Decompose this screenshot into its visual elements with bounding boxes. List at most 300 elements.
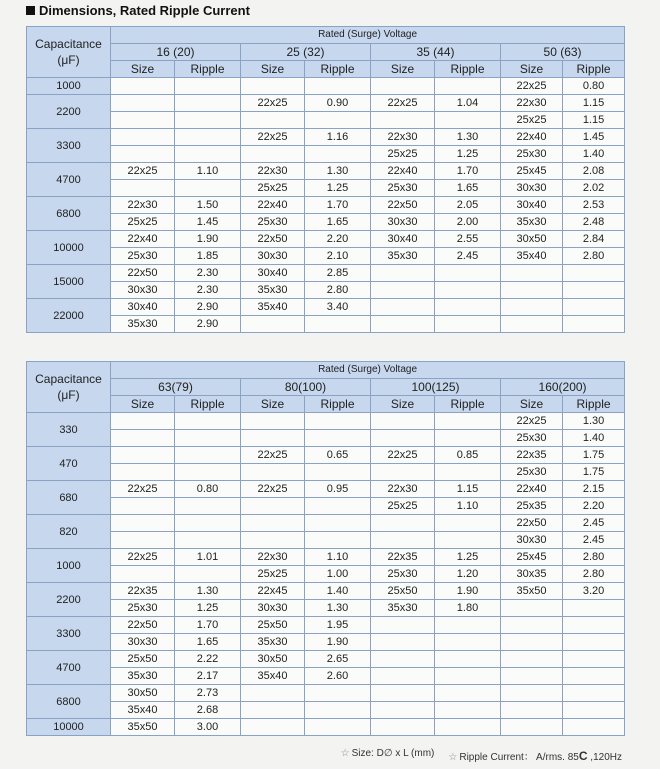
ripple-cell bbox=[563, 299, 625, 316]
ripple-cell bbox=[435, 532, 501, 549]
ripple-cell bbox=[435, 668, 501, 685]
size-cell bbox=[241, 532, 305, 549]
size-note bbox=[341, 748, 435, 763]
ripple-cell bbox=[305, 515, 371, 532]
size-cell: 30x30 bbox=[241, 248, 305, 265]
table-row bbox=[27, 231, 625, 248]
size-cell: 30x50 bbox=[501, 231, 563, 248]
table-row bbox=[27, 129, 625, 146]
ripple-cell: 0.80 bbox=[563, 78, 625, 95]
size-header: Size bbox=[241, 61, 305, 78]
size-cell: 30x50 bbox=[111, 685, 175, 702]
ripple-header: Ripple bbox=[175, 61, 241, 78]
size-cell bbox=[371, 299, 435, 316]
size-cell: 25x30 bbox=[501, 430, 563, 447]
size-cell: 25x30 bbox=[371, 180, 435, 197]
capacitance-header bbox=[27, 362, 111, 413]
size-cell: 22x30 bbox=[501, 95, 563, 112]
size-cell bbox=[111, 566, 175, 583]
capacitance-label: Capacitance bbox=[35, 372, 102, 386]
ripple-cell bbox=[435, 265, 501, 282]
ripple-cell bbox=[175, 78, 241, 95]
size-cell: 22x40 bbox=[501, 129, 563, 146]
size-cell: 35x30 bbox=[371, 248, 435, 265]
ripple-cell: 1.15 bbox=[435, 481, 501, 498]
spec-table-low-voltage bbox=[26, 26, 625, 333]
ripple-cell: 1.10 bbox=[175, 163, 241, 180]
ripple-cell: 1.30 bbox=[435, 129, 501, 146]
ripple-cell bbox=[435, 299, 501, 316]
ripple-cell: 1.15 bbox=[563, 112, 625, 129]
capacitance-cell: 10000 bbox=[27, 231, 111, 265]
size-header: Size bbox=[501, 396, 563, 413]
size-cell bbox=[501, 702, 563, 719]
capacitance-cell: 22000 bbox=[27, 299, 111, 333]
size-cell bbox=[501, 668, 563, 685]
ripple-header: Ripple bbox=[305, 396, 371, 413]
size-cell: 22x40 bbox=[501, 481, 563, 498]
size-cell: 30x30 bbox=[371, 214, 435, 231]
size-cell: 22x25 bbox=[241, 447, 305, 464]
ripple-cell: 1.50 bbox=[175, 197, 241, 214]
ripple-cell bbox=[435, 617, 501, 634]
footnote bbox=[341, 748, 622, 763]
size-cell bbox=[111, 447, 175, 464]
ripple-cell bbox=[435, 316, 501, 333]
ripple-cell: 2.08 bbox=[563, 163, 625, 180]
size-cell bbox=[111, 112, 175, 129]
ripple-cell bbox=[435, 685, 501, 702]
ripple-cell: 1.10 bbox=[305, 549, 371, 566]
size-cell bbox=[241, 498, 305, 515]
ripple-cell bbox=[175, 146, 241, 163]
size-cell: 35x30 bbox=[241, 634, 305, 651]
size-cell: 22x50 bbox=[111, 617, 175, 634]
ripple-cell: 1.90 bbox=[305, 634, 371, 651]
table-row bbox=[27, 265, 625, 282]
size-cell bbox=[241, 719, 305, 736]
size-cell bbox=[111, 78, 175, 95]
size-cell: 22x35 bbox=[501, 447, 563, 464]
size-cell: 25x25 bbox=[371, 498, 435, 515]
size-header: Size bbox=[241, 396, 305, 413]
table-row bbox=[27, 532, 625, 549]
table-row bbox=[27, 163, 625, 180]
size-cell: 35x30 bbox=[371, 600, 435, 617]
ripple-cell bbox=[305, 146, 371, 163]
size-cell: 25x25 bbox=[371, 146, 435, 163]
ripple-cell bbox=[305, 78, 371, 95]
capacitance-unit: (μF) bbox=[57, 53, 80, 67]
ripple-cell bbox=[435, 702, 501, 719]
size-cell bbox=[501, 719, 563, 736]
ripple-cell bbox=[305, 498, 371, 515]
page-title bbox=[26, 2, 250, 18]
size-cell bbox=[501, 634, 563, 651]
size-cell: 25x30 bbox=[111, 248, 175, 265]
size-cell bbox=[501, 685, 563, 702]
voltage-header: 63(79) bbox=[111, 379, 241, 396]
ripple-cell: 1.65 bbox=[175, 634, 241, 651]
size-cell: 22x25 bbox=[371, 95, 435, 112]
size-cell: 25x30 bbox=[241, 214, 305, 231]
size-cell bbox=[111, 129, 175, 146]
size-cell: 22x25 bbox=[111, 481, 175, 498]
table-row bbox=[27, 430, 625, 447]
ripple-cell: 1.40 bbox=[305, 583, 371, 600]
ripple-cell: 1.16 bbox=[305, 129, 371, 146]
size-cell bbox=[241, 316, 305, 333]
ripple-cell bbox=[175, 515, 241, 532]
size-cell: 35x30 bbox=[501, 214, 563, 231]
ripple-cell bbox=[175, 180, 241, 197]
size-cell bbox=[241, 464, 305, 481]
ripple-cell: 1.45 bbox=[563, 129, 625, 146]
ripple-cell: 1.65 bbox=[305, 214, 371, 231]
ripple-cell bbox=[563, 685, 625, 702]
ripple-cell bbox=[435, 464, 501, 481]
ripple-cell: 2.90 bbox=[175, 299, 241, 316]
ripple-cell: 1.70 bbox=[435, 163, 501, 180]
size-cell: 30x40 bbox=[371, 231, 435, 248]
table-row bbox=[27, 685, 625, 702]
size-cell bbox=[501, 600, 563, 617]
ripple-cell: 1.01 bbox=[175, 549, 241, 566]
table-row bbox=[27, 146, 625, 163]
ripple-cell bbox=[305, 702, 371, 719]
ripple-cell bbox=[175, 447, 241, 464]
table-row bbox=[27, 719, 625, 736]
ripple-cell: 2.48 bbox=[563, 214, 625, 231]
ripple-cell: 2.20 bbox=[563, 498, 625, 515]
size-cell bbox=[241, 112, 305, 129]
ripple-cell bbox=[435, 515, 501, 532]
ripple-note bbox=[448, 748, 622, 763]
size-cell: 22x30 bbox=[371, 129, 435, 146]
table-row bbox=[27, 634, 625, 651]
ripple-cell bbox=[435, 430, 501, 447]
voltage-header: 100(125) bbox=[371, 379, 501, 396]
ripple-cell: 3.20 bbox=[563, 583, 625, 600]
size-cell bbox=[371, 634, 435, 651]
size-cell bbox=[501, 282, 563, 299]
size-cell bbox=[371, 282, 435, 299]
size-cell: 22x45 bbox=[241, 583, 305, 600]
size-cell: 22x25 bbox=[371, 447, 435, 464]
voltage-header: 25 (32) bbox=[241, 44, 371, 61]
ripple-cell: 2.45 bbox=[563, 515, 625, 532]
table-row bbox=[27, 583, 625, 600]
ripple-header: Ripple bbox=[563, 61, 625, 78]
size-cell bbox=[371, 464, 435, 481]
size-cell: 22x50 bbox=[241, 231, 305, 248]
ripple-cell bbox=[305, 112, 371, 129]
size-note-text: Size: D∅ x L (mm) bbox=[351, 748, 435, 759]
size-cell: 22x50 bbox=[371, 197, 435, 214]
capacitance-cell: 680 bbox=[27, 481, 111, 515]
ripple-cell: 1.90 bbox=[175, 231, 241, 248]
ripple-cell bbox=[563, 702, 625, 719]
size-cell: 22x50 bbox=[501, 515, 563, 532]
table-row bbox=[27, 447, 625, 464]
size-cell: 35x30 bbox=[241, 282, 305, 299]
ripple-cell: 1.85 bbox=[175, 248, 241, 265]
size-cell bbox=[111, 498, 175, 515]
size-header: Size bbox=[371, 61, 435, 78]
ripple-cell: 2.45 bbox=[563, 532, 625, 549]
ripple-cell bbox=[175, 430, 241, 447]
ripple-cell: 2.22 bbox=[175, 651, 241, 668]
ripple-cell: 1.30 bbox=[305, 163, 371, 180]
table-row bbox=[27, 248, 625, 265]
star-icon: ☆ bbox=[340, 748, 350, 759]
size-cell: 30x40 bbox=[501, 197, 563, 214]
size-cell: 25x35 bbox=[501, 498, 563, 515]
size-cell: 30x30 bbox=[111, 282, 175, 299]
size-cell: 22x40 bbox=[371, 163, 435, 180]
size-cell: 35x40 bbox=[241, 299, 305, 316]
table-row bbox=[27, 78, 625, 95]
ripple-cell: 1.95 bbox=[305, 617, 371, 634]
size-cell: 25x25 bbox=[111, 214, 175, 231]
voltage-header: 50 (63) bbox=[501, 44, 625, 61]
ripple-cell bbox=[435, 719, 501, 736]
ripple-cell: 2.80 bbox=[563, 549, 625, 566]
ripple-note-unit: C bbox=[578, 749, 588, 763]
ripple-cell: 1.75 bbox=[563, 447, 625, 464]
capacitance-cell: 6800 bbox=[27, 197, 111, 231]
capacitance-cell: 4700 bbox=[27, 163, 111, 197]
table-row bbox=[27, 481, 625, 498]
ripple-cell bbox=[563, 719, 625, 736]
ripple-cell: 1.90 bbox=[435, 583, 501, 600]
size-cell bbox=[371, 112, 435, 129]
size-cell bbox=[371, 617, 435, 634]
table-row bbox=[27, 299, 625, 316]
ripple-cell bbox=[175, 566, 241, 583]
size-cell: 25x45 bbox=[501, 163, 563, 180]
capacitance-unit: (μF) bbox=[57, 388, 80, 402]
size-cell: 30x30 bbox=[501, 532, 563, 549]
size-header: Size bbox=[111, 396, 175, 413]
ripple-cell bbox=[305, 532, 371, 549]
table-row bbox=[27, 214, 625, 231]
size-cell: 35x40 bbox=[501, 248, 563, 265]
ripple-cell: 2.53 bbox=[563, 197, 625, 214]
ripple-cell bbox=[175, 464, 241, 481]
size-cell bbox=[371, 430, 435, 447]
ripple-cell: 2.80 bbox=[563, 566, 625, 583]
ripple-cell bbox=[175, 112, 241, 129]
capacitance-cell: 1000 bbox=[27, 549, 111, 583]
ripple-cell: 1.10 bbox=[435, 498, 501, 515]
capacitance-cell: 820 bbox=[27, 515, 111, 549]
ripple-cell: 0.90 bbox=[305, 95, 371, 112]
size-cell: 22x35 bbox=[371, 549, 435, 566]
ripple-cell: 2.65 bbox=[305, 651, 371, 668]
size-cell: 22x25 bbox=[501, 413, 563, 430]
size-header: Size bbox=[111, 61, 175, 78]
table-row bbox=[27, 566, 625, 583]
size-cell: 25x50 bbox=[241, 617, 305, 634]
capacitance-header bbox=[27, 27, 111, 78]
ripple-cell: 1.40 bbox=[563, 146, 625, 163]
ripple-cell: 2.30 bbox=[175, 265, 241, 282]
size-cell: 35x30 bbox=[111, 668, 175, 685]
size-cell: 22x30 bbox=[241, 549, 305, 566]
ripple-cell: 2.15 bbox=[563, 481, 625, 498]
capacitance-cell: 2200 bbox=[27, 95, 111, 129]
ripple-cell: 2.73 bbox=[175, 685, 241, 702]
ripple-cell: 1.00 bbox=[305, 566, 371, 583]
ripple-cell: 1.65 bbox=[435, 180, 501, 197]
ripple-cell: 2.17 bbox=[175, 668, 241, 685]
size-cell: 22x25 bbox=[241, 95, 305, 112]
table-row bbox=[27, 668, 625, 685]
rated-voltage-header: Rated (Surge) Voltage bbox=[111, 362, 625, 379]
size-cell: 22x25 bbox=[111, 163, 175, 180]
voltage-header: 35 (44) bbox=[371, 44, 501, 61]
ripple-cell: 2.05 bbox=[435, 197, 501, 214]
ripple-cell bbox=[175, 129, 241, 146]
capacitance-cell: 470 bbox=[27, 447, 111, 481]
size-cell bbox=[111, 95, 175, 112]
size-cell bbox=[501, 316, 563, 333]
table-row bbox=[27, 112, 625, 129]
rated-voltage-header: Rated (Surge) Voltage bbox=[111, 27, 625, 44]
table-row bbox=[27, 282, 625, 299]
ripple-cell bbox=[175, 532, 241, 549]
ripple-cell: 2.90 bbox=[175, 316, 241, 333]
table-row bbox=[27, 316, 625, 333]
size-cell: 30x40 bbox=[241, 265, 305, 282]
ripple-cell: 0.85 bbox=[435, 447, 501, 464]
size-cell bbox=[241, 78, 305, 95]
size-cell: 22x25 bbox=[111, 549, 175, 566]
size-cell bbox=[371, 413, 435, 430]
size-cell: 25x30 bbox=[501, 464, 563, 481]
size-cell bbox=[111, 413, 175, 430]
size-cell bbox=[501, 617, 563, 634]
table-row bbox=[27, 95, 625, 112]
ripple-cell: 1.30 bbox=[175, 583, 241, 600]
ripple-cell: 1.30 bbox=[305, 600, 371, 617]
voltage-header: 80(100) bbox=[241, 379, 371, 396]
size-cell: 22x40 bbox=[241, 197, 305, 214]
ripple-cell: 1.40 bbox=[563, 430, 625, 447]
size-cell: 30x30 bbox=[501, 180, 563, 197]
ripple-cell bbox=[435, 282, 501, 299]
size-cell bbox=[111, 430, 175, 447]
table-row bbox=[27, 413, 625, 430]
table-row bbox=[27, 617, 625, 634]
voltage-header: 16 (20) bbox=[111, 44, 241, 61]
ripple-cell bbox=[563, 668, 625, 685]
table-row bbox=[27, 702, 625, 719]
ripple-header: Ripple bbox=[305, 61, 371, 78]
size-cell: 25x25 bbox=[241, 566, 305, 583]
size-cell bbox=[371, 719, 435, 736]
size-cell: 22x30 bbox=[371, 481, 435, 498]
size-cell: 30x50 bbox=[241, 651, 305, 668]
capacitance-label: Capacitance bbox=[35, 37, 102, 51]
ripple-cell: 2.55 bbox=[435, 231, 501, 248]
ripple-cell: 2.80 bbox=[563, 248, 625, 265]
size-cell: 22x30 bbox=[241, 163, 305, 180]
capacitance-cell: 2200 bbox=[27, 583, 111, 617]
ripple-cell: 2.20 bbox=[305, 231, 371, 248]
ripple-note-text: Ripple Current： A/rms. 85 bbox=[459, 752, 579, 763]
size-cell bbox=[111, 180, 175, 197]
size-cell: 35x40 bbox=[111, 702, 175, 719]
size-cell bbox=[241, 413, 305, 430]
ripple-cell: 1.45 bbox=[175, 214, 241, 231]
size-cell: 25x25 bbox=[241, 180, 305, 197]
size-cell bbox=[371, 685, 435, 702]
ripple-note-freq: ,120Hz bbox=[587, 752, 622, 763]
size-cell: 25x50 bbox=[111, 651, 175, 668]
ripple-cell: 0.65 bbox=[305, 447, 371, 464]
ripple-cell bbox=[435, 78, 501, 95]
size-cell: 35x50 bbox=[501, 583, 563, 600]
ripple-cell: 3.40 bbox=[305, 299, 371, 316]
size-cell: 22x25 bbox=[501, 78, 563, 95]
ripple-cell: 2.30 bbox=[175, 282, 241, 299]
ripple-cell: 0.95 bbox=[305, 481, 371, 498]
ripple-cell bbox=[563, 600, 625, 617]
size-cell bbox=[371, 532, 435, 549]
size-cell bbox=[111, 146, 175, 163]
ripple-cell: 1.25 bbox=[435, 146, 501, 163]
size-cell: 35x30 bbox=[111, 316, 175, 333]
ripple-cell: 1.15 bbox=[563, 95, 625, 112]
size-cell: 25x45 bbox=[501, 549, 563, 566]
table-row bbox=[27, 197, 625, 214]
voltage-header: 160(200) bbox=[501, 379, 625, 396]
size-cell: 22x25 bbox=[241, 481, 305, 498]
ripple-header: Ripple bbox=[175, 396, 241, 413]
size-cell bbox=[241, 146, 305, 163]
ripple-cell bbox=[305, 719, 371, 736]
ripple-cell bbox=[175, 95, 241, 112]
ripple-cell bbox=[305, 430, 371, 447]
ripple-cell: 1.80 bbox=[435, 600, 501, 617]
ripple-cell: 1.04 bbox=[435, 95, 501, 112]
ripple-cell bbox=[563, 316, 625, 333]
ripple-cell: 2.00 bbox=[435, 214, 501, 231]
capacitance-cell: 1000 bbox=[27, 78, 111, 95]
size-cell bbox=[371, 316, 435, 333]
ripple-cell: 1.30 bbox=[563, 413, 625, 430]
ripple-cell bbox=[305, 413, 371, 430]
size-cell bbox=[111, 515, 175, 532]
size-cell: 35x40 bbox=[241, 668, 305, 685]
capacitance-cell: 3300 bbox=[27, 129, 111, 163]
ripple-cell bbox=[175, 413, 241, 430]
square-bullet-icon bbox=[26, 6, 35, 15]
ripple-cell: 1.25 bbox=[175, 600, 241, 617]
size-cell bbox=[371, 668, 435, 685]
ripple-cell bbox=[563, 282, 625, 299]
table-row bbox=[27, 464, 625, 481]
capacitance-cell: 6800 bbox=[27, 685, 111, 719]
size-cell bbox=[371, 265, 435, 282]
size-header: Size bbox=[501, 61, 563, 78]
ripple-cell bbox=[305, 464, 371, 481]
size-cell: 25x30 bbox=[501, 146, 563, 163]
capacitance-cell: 10000 bbox=[27, 719, 111, 736]
ripple-cell: 2.02 bbox=[563, 180, 625, 197]
